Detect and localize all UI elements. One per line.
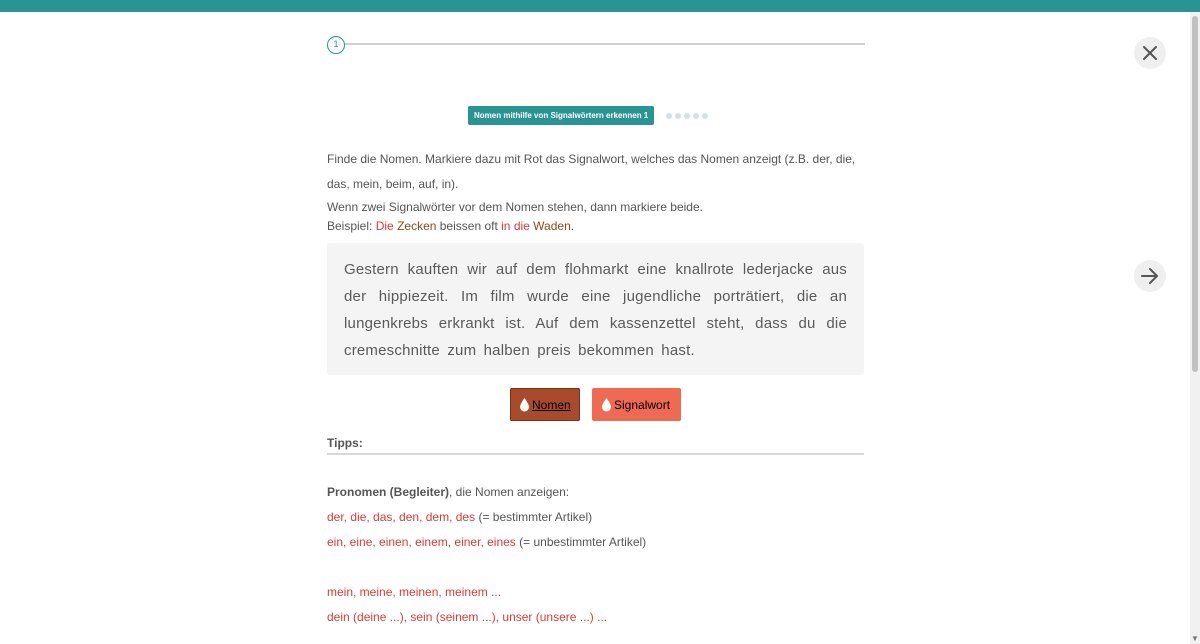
tip-pronomen-bold: Pronomen (Begleiter) (327, 485, 450, 499)
close-icon (1142, 45, 1158, 61)
pagination-dot[interactable] (684, 113, 690, 119)
exercise-title-badge: Nomen mithilfe von Signalwörtern erkennen 1 (468, 106, 654, 125)
nomen-button-label: Nomen (532, 397, 571, 412)
example-noun: Zecken (397, 219, 437, 233)
instruction-text-2: Wenn zwei Signalwörter vor dem Nomen stehen, dann markiere beide. (327, 200, 703, 214)
progress-bar (327, 36, 865, 56)
progress-step-indicator[interactable]: 1 (327, 36, 345, 54)
nomen-marker-button[interactable] (510, 388, 580, 421)
example-noun: Waden (533, 219, 571, 233)
pagination-dot[interactable] (666, 113, 672, 119)
tip-indefinite (327, 533, 646, 551)
tip-indefinite-words: ein, eine, einen, einem, einer, eines (327, 535, 516, 549)
drop-icon (519, 397, 530, 412)
scrollbar[interactable] (1190, 12, 1200, 644)
tipps-divider (327, 453, 864, 455)
next-button[interactable] (1134, 260, 1166, 292)
tip-dein: dein (deine ...), sein (seinem ...), unser (unsere ...) ... (327, 610, 608, 624)
pagination-dot[interactable] (675, 113, 681, 119)
instruction-example-block (327, 198, 867, 236)
example-signal-word: Die (375, 219, 394, 233)
signalwort-marker-button[interactable] (592, 388, 681, 421)
example-end: . (570, 219, 575, 233)
drop-icon (601, 397, 612, 412)
tip-indefinite-note: (= unbestimmter Artikel) (515, 535, 647, 549)
tip-pronomen (327, 483, 569, 501)
tip-definite-note: (= bestimmter Artikel) (475, 510, 593, 524)
pagination-dot[interactable] (693, 113, 699, 119)
arrow-right-icon (1140, 267, 1160, 285)
tip-mein: mein, meine, meinen, meinem ... (327, 585, 502, 599)
tip-definite-words: der, die, das, den, dem, des (327, 510, 476, 524)
top-accent-bar (0, 0, 1200, 12)
close-button[interactable] (1134, 37, 1166, 69)
scroll-down-arrow-icon[interactable]: ▼ (1191, 634, 1199, 643)
example-prefix: Beispiel: (327, 219, 376, 233)
tip-pronomen-rest: , die Nomen anzeigen: (449, 485, 570, 499)
exercise-pagination-dots (666, 113, 708, 119)
exercise-title-row (468, 106, 708, 125)
scrollbar-thumb[interactable] (1192, 16, 1198, 372)
example-mid: beissen oft (436, 219, 502, 233)
exercise-text-box[interactable]: Gestern kauften wir auf dem flohmarkt eine knallrote lederjacke aus der hippiezeit. Im film wurde eine jugendliche porträtiert, die an lungenkrebs erkrankt ist. Auf dem kassenzettel steht, dass du die cremeschnitte zum halben preis bekommen hast. (327, 243, 864, 375)
pagination-dot[interactable] (702, 113, 708, 119)
tip-definite (327, 508, 592, 526)
signalwort-button-label: Signalwort (614, 397, 671, 412)
instruction-text: Finde die Nomen. Markiere dazu mit Rot das Signalwort, welches das Nomen anzeigt (z.B. der, die, das, mein, beim, auf, in). (327, 152, 856, 191)
tipps-heading: Tipps: (327, 436, 363, 450)
example-signal-word: in die (501, 219, 530, 233)
example-line (327, 217, 867, 236)
progress-track (345, 43, 865, 45)
